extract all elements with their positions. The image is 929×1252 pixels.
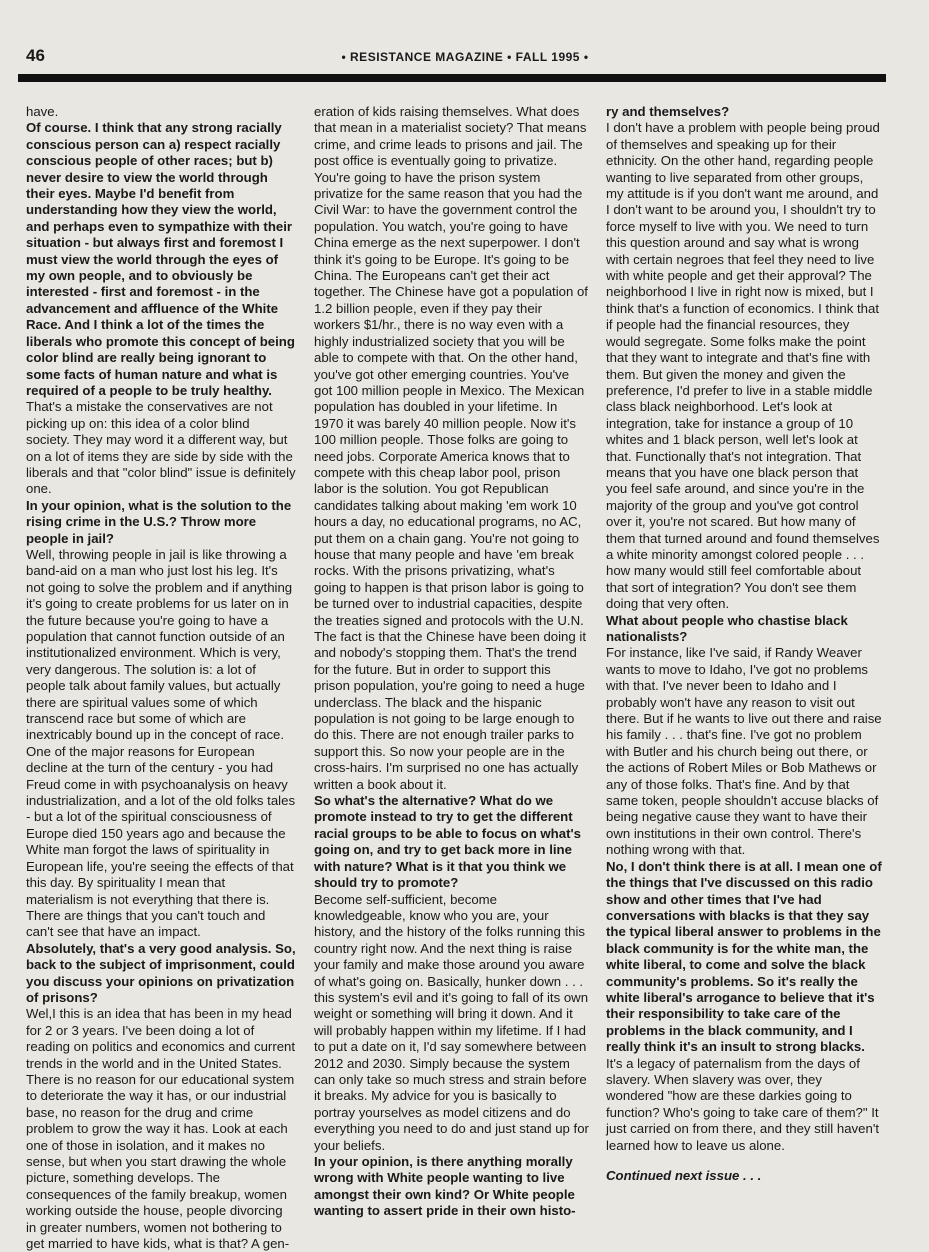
interview-answer: That's a mistake the conservatives are not picking up on: this idea of a color blind society. They may word it a different way, but on a lot of items they are side by side with the liberals and that "color blind" issue is definitely one.: [26, 399, 296, 497]
continued-note: Continued next issue . . .: [606, 1168, 762, 1183]
page-number: 46: [26, 46, 45, 65]
interview-answer: have.: [26, 104, 59, 119]
interview-question: In your opinion, is there anything morally wrong with White people wanting to live amongst their own kind? Or White people wanting to assert pride in their own histo-: [314, 1154, 576, 1219]
interview-question: Absolutely, that's a very good analysis. So, back to the subject of imprisonment, could you discuss your opinions on privatization of prisons?: [26, 940, 296, 1005]
column-3: [606, 104, 882, 1184]
column-2: [314, 104, 590, 1220]
column-1: [26, 104, 296, 1252]
interview-question: ry and themselves?: [606, 104, 730, 119]
interview-answer: Well, throwing people in jail is like throwing a band-aid on a man who just lost his leg. It's not going to solve the problem and if anything it's going to create problems for us later on in the future because you're going to have a population that cannot function outside of an institutionalized environment. Which is very, very dangerous. The solution is: a lot of people talk about family values, but actually there are spiritual values some of which transcend race but some of which are inextricably bound up in the concept of race. One of the major reasons for European decline at the turn of the century - you had Freud come in with psychoanalysis on heavy industrialization, and a lot of the old folks tales - but a lot of the spiritual consciousness of Europe died 150 years ago and because the White man forgot the laws of spirituality in European life, you're seeing the effects of that this day. By spirituality I mean that materialism is not everything that there is. There are things that you can't touch and can't see that have an impact.: [26, 546, 296, 940]
interview-answer: Wel,I this is an idea that has been in my head for 2 or 3 years. I've been doing a lot of reading on politics and economics and current trends in the world and in the United States. There is no reason for our educational system to deteriorate the way it has, or our industrial base, no reason for the drug and crime problem to grow the way it has. Look at each one of those in isolation, and it makes no sense, but when you start drawing the whole picture, something develops. The consequences of the family breakup, women working outside the house, people divorcing in greater numbers, women not bothering to get married to have kids, what is that? A gen-: [26, 1006, 296, 1252]
interview-question: So what's the alternative? What do we promote instead to try to get the different racial groups to be able to focus on what's going on, and try to get back more in line with nature? What is it that you think we should try to promote?: [314, 793, 581, 891]
interview-answer: eration of kids raising themselves. What does that mean in a materialist society? That means crime, and crime leads to prisons and jail. The post office is eventually going to privatize. You're going to have the prison system privatize for the same reason that you had the Civil War: to have the government control the population. You watch, you're going to have China emerge as the next superpower. I don't think it's going to be Europe. It's going to be China. The Europeans can't get their act together. The Chinese have got a population of 1.2 billion people, even if they pay their workers $1/hr., there is no way even with a highly industrialized society that you will be able to compete with that. On the other hand, you've got other emerging countries. You've got 100 million people in Mexico. The Mexican population has doubled in your lifetime. In 1970 it was barely 40 million people. Now it's 100 million people. Those folks are going to need jobs. Corporate America knows that to compete with this cheap labor pool, prison labor is the solution. You got Republican candidates talking about making 'em work 10 hours a day, no educational programs, no AC, put them on a chain gang. You're not going to house that many people and have 'em break rocks. With the prisons privatizing, what's going to happen is that prison labor is going to be turned over to industrial capacities, despite the treaties signed and protocols with the U.N. The fact is that the Chinese have been doing it and nobody's stopping them. That's the trend for the future. But in order to support this prison population, you're going to need a huge underclass. The black and the hispanic population is not going to be large enough to do this. There are not enough trailer parks to support this. So now your people are in the cross-hairs. I'm surprised no one has actually written a book about it.: [314, 104, 588, 792]
masthead: • RESISTANCE MAGAZINE • FALL 1995 •: [341, 50, 589, 64]
interview-answer: For instance, like I've said, if Randy Weaver wants to move to Idaho, I've got no problems with that. I've never been to Idaho and I probably won't have any reason to visit out there. But if he wants to live out there and raise his family . . . that's fine. I've got no problem with Butler and his church being out there, or the actions of Robert Miles or Bob Mathews or any of those folks. That's fine. And by that same token, people shouldn't accuse blacks of being negative cause they want to have their own institutions in their own control. There's nothing wrong with that.: [606, 645, 882, 858]
interview-question: What about people who chastise black nationalists?: [606, 612, 848, 644]
interview-answer: I don't have a problem with people being proud of themselves and speaking up for their ethnicity. On the other hand, regarding people wanting to live separated from other groups, my attitude is if you don't want me around, and I don't want to be around you, I shouldn't try to force myself to live with you. We need to turn this question around and say what is wrong with certain negroes that feel they need to live with white people and get their approval? The neighborhood I live in right now is mixed, but I think that's a function of economics. I think that if people had the financial resources, they would segregate. Some folks make the point that they want to integrate and that's fine with them. But given the money and given the preference, I'd prefer to live in a stable middle class black neighborhood. Let's look at integration, take for instance a group of 10 whites and 1 black person, well let's look at that. Functionally that's not integration. That means that you have one black person that you feel safe around, and since you're in the majority of the group and you've got control over it, you're not scared. But how many of them that turned around and found themselves a white minority amongst colored people . . . how many would still feel comfortable about that sort of integration? You don't see them doing that very often.: [606, 120, 880, 612]
interview-question: In your opinion, what is the solution to the rising crime in the U.S.? Throw more people in jail?: [26, 497, 292, 546]
interview-question: No, I don't think there is at all. I mean one of the things that I've discussed on this radio show and other times that I've had conversations with blacks is that they say the typical liberal answer to problems in the black community is for the white man, the white liberal, to come and solve the black community's problems. So it's really the white liberal's arrogance to believe that it's their responsibility to take care of the problems in the black community, and I really think it's an insult to strong blacks.: [606, 858, 882, 1055]
interview-answer: It's a legacy of paternalism from the days of slavery. When slavery was over, they wondered "how are these darkies going to function? Who's going to take care of them?" It just carried on from there, and they still haven't learned how to leave us alone.: [606, 1055, 879, 1153]
header-rule: [18, 74, 886, 82]
interview-answer: Become self-sufficient, become knowledgeable, know who you are, your history, and the history of the folks running this country right now. And the next thing is raise your family and make those around you aware of what's going on. Basically, hunker down . . . this system's evil and it's going to fall of its own weight or something will bring it down. And it will probably happen within my lifetime. If I had to put a date on it, I'd say somewhere between 2012 and 2030. Simply because the system can only take so much stress and strain before it breaks. My advice for you is basically to portray yourselves as model citizens and do everything you need to do and just stand up for your beliefs.: [314, 891, 589, 1153]
interview-question: Of course. I think that any strong racially conscious person can a) respect racially conscious people of other races; but b) never desire to view the world through their eyes. Maybe I'd benefit from understanding how they view the world, and perhaps even to sympathize with their situation - but always first and foremost I must view the world through the eyes of my own people, and to obviously be interested - first and foremost - in the advancement and affluence of the White Race. And I think a lot of the times the liberals who promote this concept of being color blind are really being ignorant to some facts of human nature and what is required of a people to be truly healthy.: [26, 120, 295, 398]
